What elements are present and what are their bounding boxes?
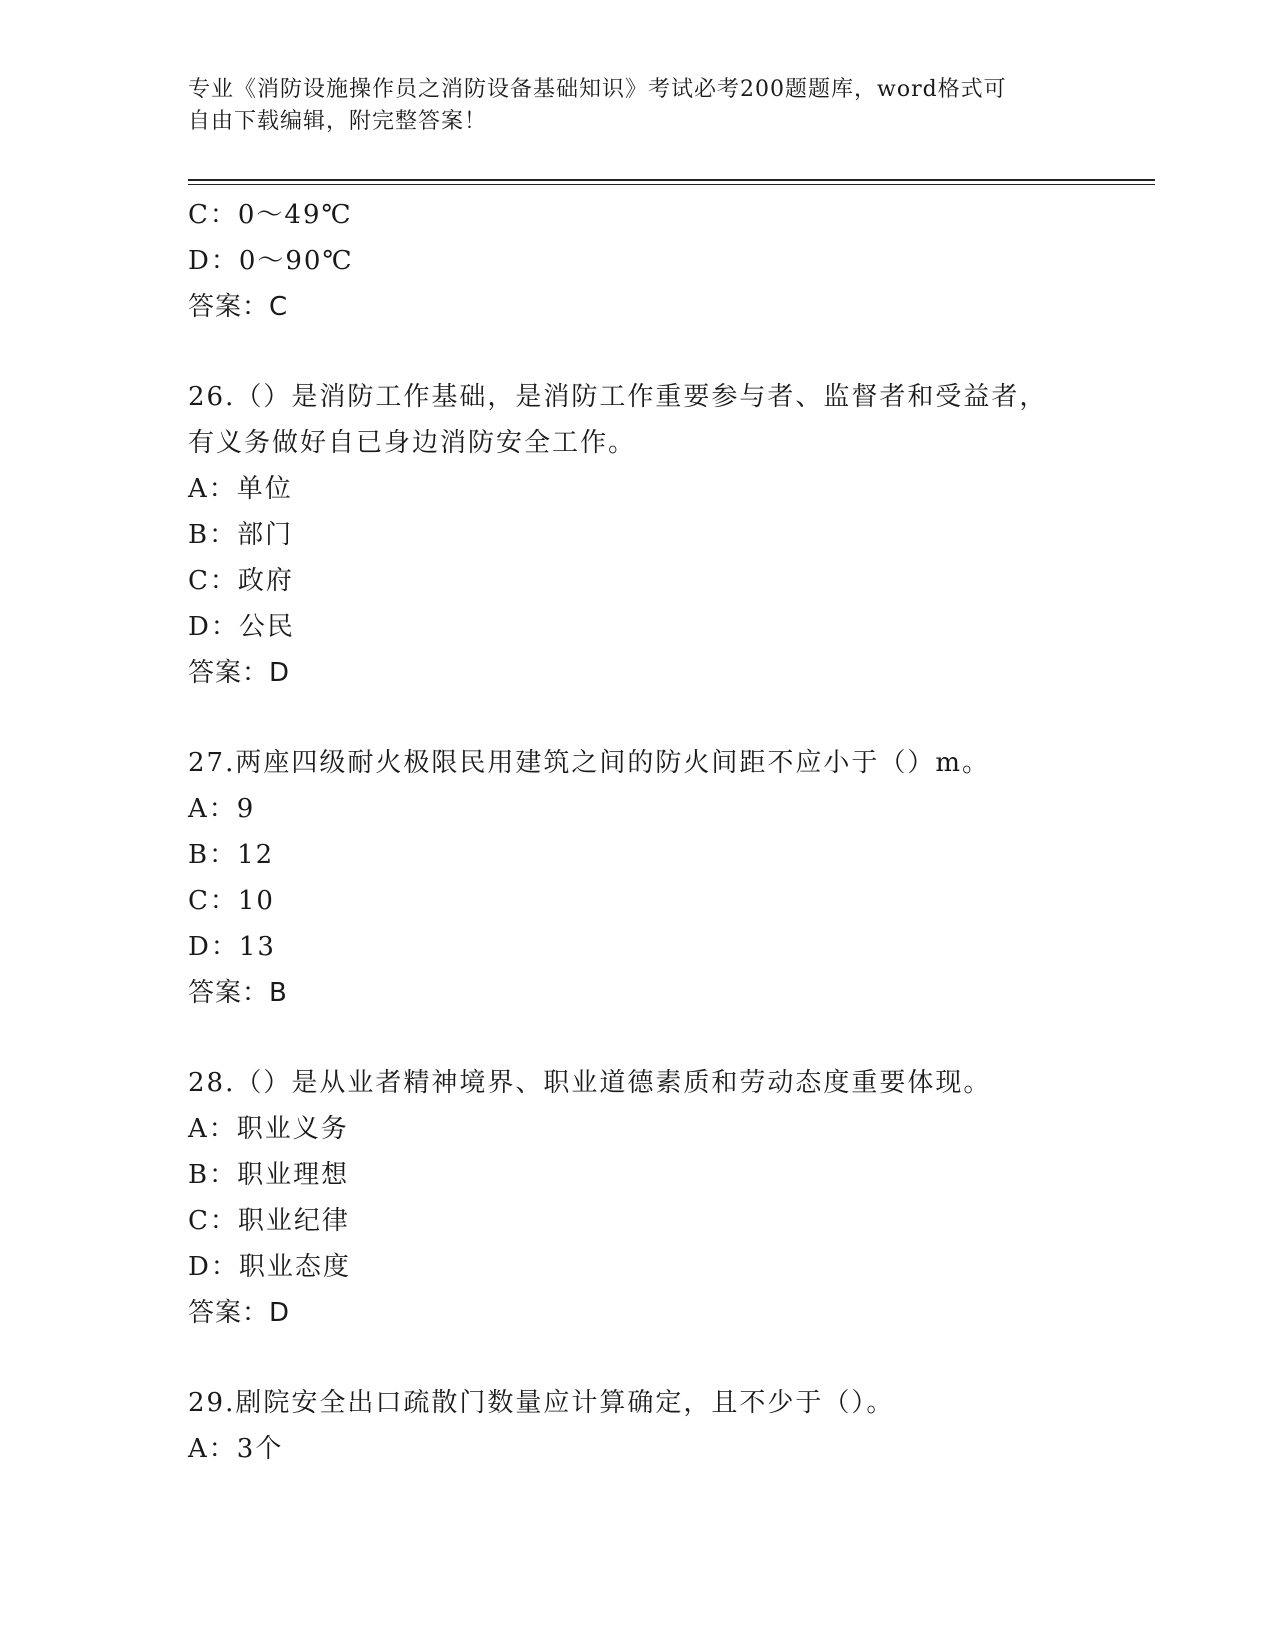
question-28: [188, 1060, 1148, 1336]
header-line-1: 专业《消防设施操作员之消防设备基础知识》考试必考200题题库，word格式可: [188, 77, 1007, 102]
answer-line: 答案：D: [188, 658, 291, 688]
option-c: C：10: [188, 886, 275, 916]
option-b: B：职业理想: [188, 1160, 350, 1190]
question-list: [188, 192, 1148, 1472]
document-header: [188, 74, 1088, 138]
header-divider-thin: [188, 184, 1155, 185]
option-d: D：0～90℃: [188, 246, 354, 276]
question-title: 有义务做好自已身边消防安全工作。: [188, 428, 637, 458]
question-title: 26.（）是消防工作基础，是消防工作重要参与者、监督者和受益者，: [188, 382, 1048, 412]
option-d: D：职业态度: [188, 1252, 351, 1282]
header-divider-thick: [188, 179, 1155, 181]
option-a: A：9: [188, 794, 256, 824]
question-title: 27.两座四级耐火极限民用建筑之间的防火间距不应小于（）m。: [188, 748, 991, 778]
question-27: [188, 740, 1148, 1016]
option-a: A：职业义务: [188, 1114, 349, 1144]
question-title: 28.（）是从业者精神境界、职业道德素质和劳动态度重要体现。: [188, 1068, 992, 1098]
question-29: [188, 1380, 1148, 1472]
option-c: C：职业纪律: [188, 1206, 350, 1236]
option-c: C：0～49℃: [188, 200, 353, 230]
option-a: A：3个: [188, 1434, 284, 1464]
question-25-continued: [188, 192, 1148, 330]
option-b: B：部门: [188, 520, 294, 550]
answer-line: 答案：C: [188, 292, 289, 322]
option-d: D：公民: [188, 612, 295, 642]
option-b: B：12: [188, 840, 275, 870]
header-line-2: 自由下载编辑，附完整答案！: [188, 109, 488, 134]
option-d: D：13: [188, 932, 276, 962]
option-a: A：单位: [188, 474, 293, 504]
option-c: C：政府: [188, 566, 294, 596]
answer-line: 答案：B: [188, 978, 288, 1008]
answer-line: 答案：D: [188, 1298, 291, 1328]
question-title: 29.剧院安全出口疏散门数量应计算确定，且不少于（）。: [188, 1388, 895, 1418]
question-26: [188, 374, 1148, 696]
